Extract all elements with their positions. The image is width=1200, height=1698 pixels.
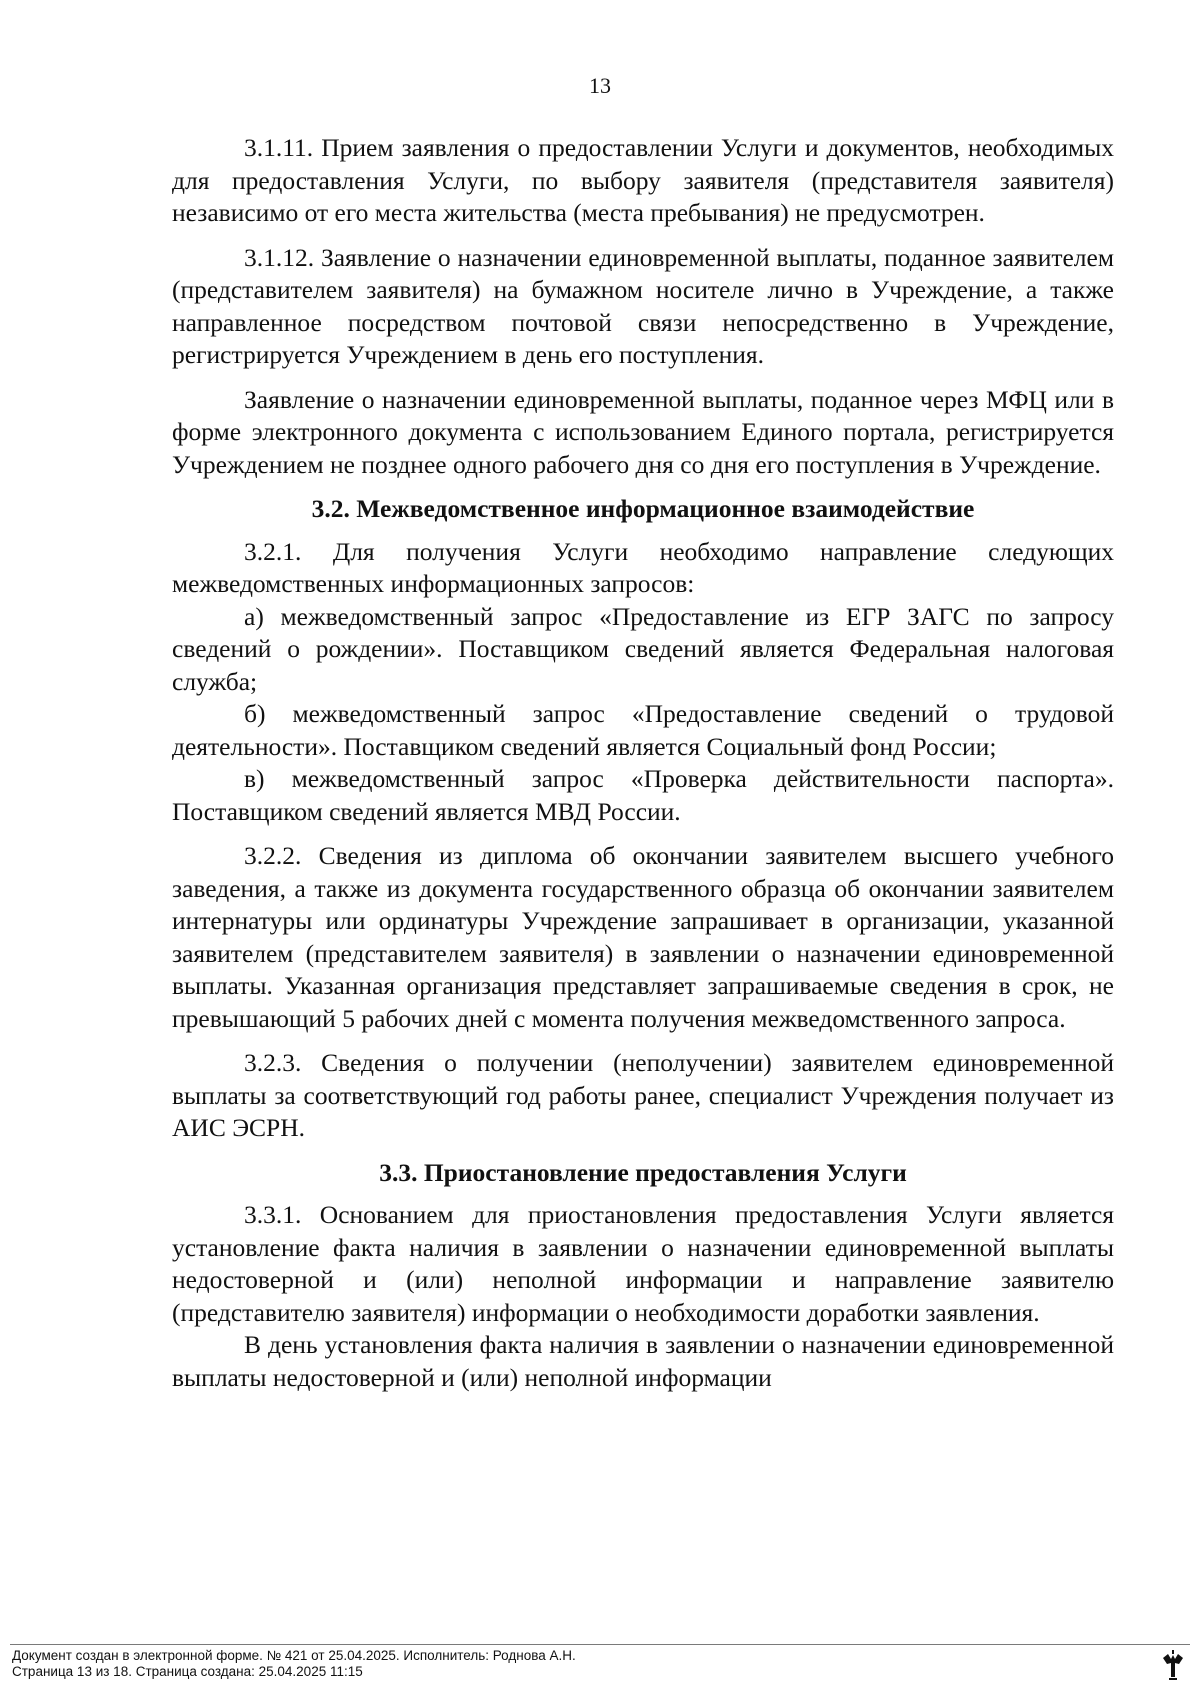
paragraph-3-1-12: 3.1.12. Заявление о назначении единовременной выплаты, поданное заявителем (представителем заявителя) на бумажном носителе лично в Учреждение, а также направленное посредством почтовой связи непосредственно в Учреждение, регистрируется Учреждением в день его поступления. — [172, 242, 1114, 369]
page-number: 13 — [589, 73, 611, 98]
list-item-b: б) межведомственный запрос «Предоставление сведений о трудовой деятельности». Поставщиком сведений является Социальный фонд России; — [172, 699, 1114, 761]
section-heading-3-2: 3.2. Межведомственное информационное взаимодействие — [311, 494, 975, 523]
footer-divider — [10, 1644, 1190, 1645]
paragraph-3-2-2: 3.2.2. Сведения из диплома об окончании заявителем высшего учебного заведения, а также из документа государственного образца об окончании заявителем интернатуры или ординатуры Учреждение запрашивает в организации, указанной заявителем (представителем заявителя) в заявлении о назначении единовременной выплаты. Указанная организация представляет запрашиваемые сведения в срок, не превышающий 5 рабочих дней с момента получения межведомственного запроса. — [172, 841, 1114, 1033]
document-body — [172, 132, 1114, 1394]
section-heading-3-3: 3.3. Приостановление предоставления Услуги — [379, 1157, 907, 1187]
paragraph-3-2-3: 3.2.3. Сведения о получении (неполучении) заявителем единовременной выплаты за соответствующий год работы ранее, специалист Учреждения получает из АИС ЭСРН. — [172, 1048, 1114, 1142]
document-footer — [12, 1648, 576, 1680]
paragraph-3-2-1: 3.2.1. Для получения Услуги необходимо направление следующих межведомственных информационных запросов: — [172, 536, 1114, 598]
paragraph-3-3-1: 3.3.1. Основанием для приостановления предоставления Услуги является установление факта наличия в заявлении о назначении единовременной выплаты недостоверной и (или) неполной информации и направление заявителю (представителю заявителя) информации о необходимости доработки заявления. — [172, 1200, 1114, 1327]
list-item-a: а) межведомственный запрос «Предоставление из ЕГР ЗАГС по запросу сведений о рождении». Поставщиком сведений является Федеральная налоговая служба; — [172, 601, 1114, 696]
footer-page-info: Страница 13 из 18. Страница создана: 25.04.2025 11:15 — [12, 1664, 363, 1679]
paragraph-3-1-11: 3.1.11. Прием заявления о предоставлении Услуги и документов, необходимых для предоставления Услуги, по выбору заявителя (представителя заявителя) независимо от его места жительства (места пребывания) не предусмотрен. — [172, 133, 1114, 227]
paragraph-suspension-day: В день установления факта наличия в заявлении о назначении единовременной выплаты недостоверной и (или) неполной информации — [172, 1330, 1114, 1392]
coat-of-arms-icon — [1160, 1650, 1186, 1684]
paragraph-registration-mfc: Заявление о назначении единовременной выплаты, поданное через МФЦ или в форме электронного документа с использованием Единого портала, регистрируется Учреждением не позднее одного рабочего дня со дня его поступления в Учреждение. — [172, 384, 1114, 479]
footer-document-info: Документ создан в электронной форме. № 421 от 25.04.2025. Исполнитель: Роднова А.Н. — [12, 1648, 576, 1663]
list-item-v: в) межведомственный запрос «Проверка действительности паспорта». Поставщиком сведений является МВД России. — [172, 764, 1114, 826]
